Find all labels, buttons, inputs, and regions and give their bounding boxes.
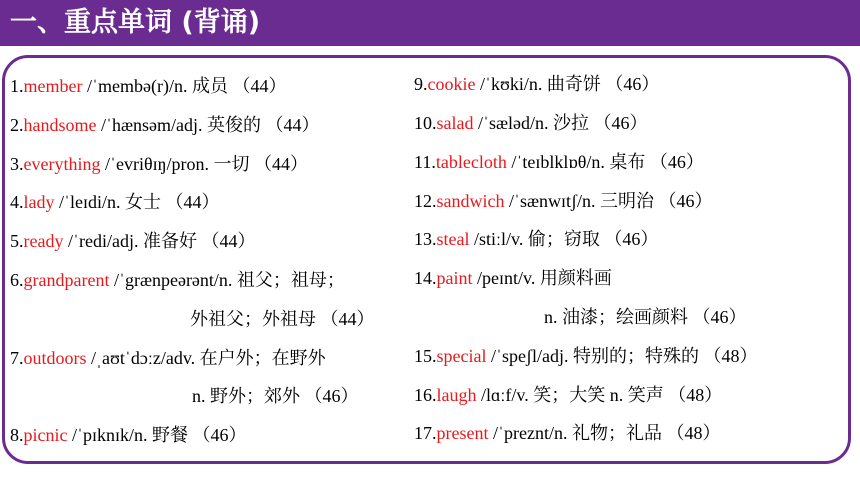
entry-word: everything	[23, 154, 101, 174]
entry-word: laugh	[436, 385, 477, 405]
entry-definition: /ˈleɪdi/n. 女士 （44）	[54, 192, 220, 212]
vocab-entry-7	[10, 346, 326, 370]
entry-word: grandparent	[23, 270, 110, 290]
entry-word: tablecloth	[435, 152, 507, 172]
entry-number: 8.	[10, 425, 24, 445]
entry-definition: /ˈevriθɪŋ/pron. 一切 （44）	[100, 154, 308, 174]
vocab-entry-13	[414, 227, 658, 251]
entry-word: paint	[436, 268, 473, 288]
vocab-entry-12	[414, 189, 713, 213]
page-title: 一、重点单词 (背诵)	[10, 7, 261, 38]
vocab-entry-6-continuation: 外祖父；外祖母 （44）	[190, 309, 375, 329]
entry-word: picnic	[23, 425, 68, 445]
entry-definition: /ˈsæləd/n. 沙拉 （46）	[473, 113, 648, 133]
entry-definition: /stiːl/v. 偷；窃取 （46）	[469, 229, 659, 249]
entry-number: 9.	[414, 74, 428, 94]
entry-number: 4.	[10, 192, 24, 212]
entry-definition: /ˈmembə(r)/n. 成员 （44）	[82, 76, 287, 96]
entry-number: 13.	[414, 229, 437, 249]
entry-word: present	[436, 423, 489, 443]
vocab-entry-8	[10, 423, 246, 447]
entry-word: cookie	[427, 74, 476, 94]
entry-definition: /ˈhænsəm/adj. 英俊的 （44）	[96, 115, 320, 135]
entry-word: special	[436, 346, 487, 366]
entry-number: 15.	[414, 346, 437, 366]
vocab-entry-5	[10, 229, 255, 253]
entry-word: lady	[23, 192, 55, 212]
entry-definition: /ˈspeʃl/adj. 特别的；特殊的 （48）	[486, 346, 758, 366]
entry-number: 2.	[10, 115, 24, 135]
entry-number: 6.	[10, 270, 24, 290]
entry-word: member	[23, 76, 83, 96]
entry-word: handsome	[23, 115, 97, 135]
entry-number: 16.	[414, 385, 437, 405]
vocab-entry-2	[10, 113, 319, 137]
entry-definition: /ˈkʊki/n. 曲奇饼 （46）	[475, 74, 660, 94]
vocab-entry-10	[414, 111, 647, 135]
vocab-entry-9	[414, 72, 659, 96]
vocab-entry-14-continuation: n. 油漆；绘画颜料 （46）	[544, 307, 747, 327]
entry-definition: /lɑːf/v. 笑；大笑 n. 笑声 （48）	[476, 385, 723, 405]
entry-word: salad	[436, 113, 474, 133]
entry-number: 5.	[10, 231, 24, 251]
vocab-entry-17	[414, 421, 720, 445]
vocab-entry-11	[414, 150, 704, 174]
vocab-entry-16	[414, 383, 722, 407]
entry-number: 14.	[414, 268, 437, 288]
entry-word: steal	[436, 229, 470, 249]
entry-number: 3.	[10, 154, 24, 174]
entry-definition: /ˈsænwɪtʃ/n. 三明治 （46）	[504, 191, 713, 211]
entry-number: 1.	[10, 76, 24, 96]
entry-number: 12.	[414, 191, 437, 211]
entry-definition: /ˈpɪknɪk/n. 野餐 （46）	[67, 425, 247, 445]
entry-definition: /peɪnt/v. 用颜料画	[472, 268, 612, 288]
vocab-entry-1	[10, 74, 286, 98]
vocab-entry-15	[414, 344, 757, 368]
entry-definition: /ˈgrænpeərənt/n. 祖父；祖母；	[109, 270, 345, 290]
vocab-entry-14	[414, 266, 612, 290]
vocab-entry-3	[10, 152, 308, 176]
title-bar	[0, 0, 860, 46]
vocab-entry-6	[10, 268, 345, 292]
entry-number: 17.	[414, 423, 437, 443]
vocab-entry-7-continuation: n. 野外；郊外 （46）	[192, 386, 359, 406]
entry-number: 11.	[414, 152, 436, 172]
entry-definition: /ˌaʊtˈdɔːz/adv. 在户外；在野外	[86, 348, 326, 368]
entry-word: outdoors	[23, 348, 87, 368]
entry-number: 7.	[10, 348, 24, 368]
entry-definition: /ˈredi/adj. 准备好 （44）	[63, 231, 256, 251]
entry-definition: /ˈpreznt/n. 礼物；礼品 （48）	[488, 423, 721, 443]
entry-word: sandwich	[436, 191, 505, 211]
entry-number: 10.	[414, 113, 437, 133]
vocab-entry-4	[10, 190, 220, 214]
entry-word: ready	[23, 231, 64, 251]
entry-definition: /ˈteɪblklɒθ/n. 桌布 （46）	[506, 152, 704, 172]
